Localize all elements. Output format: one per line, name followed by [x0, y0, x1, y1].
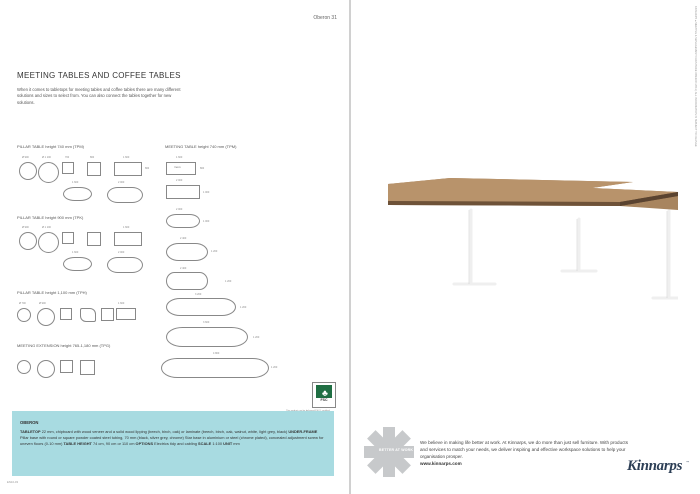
oberon-spec-box	[12, 411, 334, 476]
page-number: Oberon 31	[313, 15, 337, 21]
square-table-diagram	[87, 162, 101, 176]
dim-label: 1 200	[240, 306, 247, 309]
trademark: ™	[686, 460, 689, 464]
right-page	[351, 0, 700, 494]
website-link[interactable]: www.kinnarps.com	[420, 460, 462, 466]
dim-label: 1 200	[225, 280, 232, 283]
section-title-pillar-740: PILLAR TABLE height 740 mm (TPM)	[17, 144, 84, 149]
dim-label: 1 600	[123, 226, 130, 229]
dim-label: 800	[90, 156, 95, 159]
vertical-sidebar-text: KINNARPS ● MEETING & MANAGEMENT FURNITURE OBERON 2011 | ALL INFORMATION IS SUBJECT TO CHANGE	[694, 6, 697, 147]
rect-table-diagram	[166, 162, 196, 175]
square-table-diagram	[80, 360, 95, 375]
dim-label: 2 000	[176, 179, 183, 182]
round-table-diagram	[38, 232, 59, 253]
dim-label: 2 000	[176, 208, 183, 211]
round-table-diagram	[19, 162, 37, 180]
page-heading: MEETING TABLES AND COFFEE TABLES	[17, 71, 181, 80]
round-table-diagram	[19, 232, 37, 250]
dim-label: 1 000	[203, 191, 210, 194]
dim-label: 1 200	[211, 250, 218, 253]
segmented-table-diagram	[166, 327, 248, 347]
spec-text: TABLETOP 22 mm, chipboard with wood veneer and a solid wood lipping (beech, birch, oak) or laminate (beech, birch, oak, walnut, white, light grey, black) UNDER-FRAME Pillar base with round or square powder coated steel tubing, 70 mm (black, silver grey, chrome) Star base in aluminium or steel (chrome plated), concealed adjustment screw for uneven floors (0-10 mm) TABLE HEIGHT 74 cm, 90 cm or 110 cm OPTIONS Electrics tidy and cabling SCALE 1:100 UNIT mm	[20, 429, 324, 446]
claim-text: We believe in making life better at work. At Kinnarps, we do more than just sell furniture. With products and services to match your needs, we deliver inspiring and effective workspace solutions to help your organisation prosper. www.kinnarps.com	[420, 440, 629, 466]
dim-label: 1 600	[72, 181, 79, 184]
dim-label: 1 600	[72, 251, 79, 254]
spec-title: OBERON	[20, 420, 39, 425]
section-title-pillar-900: PILLAR TABLE height 900 mm (TPK)	[17, 215, 84, 220]
dim-label: Ø 700	[19, 302, 26, 305]
dim-label: 4 800	[213, 352, 220, 355]
rect-table-diagram	[116, 308, 136, 320]
round-table-diagram	[17, 308, 31, 322]
dim-label: Ø 900	[39, 302, 46, 305]
dim-label: 1 000	[203, 220, 210, 223]
better-at-work-badge	[364, 427, 414, 477]
left-page	[0, 0, 349, 494]
dim-label: 2 400	[180, 237, 187, 240]
dim-label: 800	[200, 167, 205, 170]
dim-label: 2 000	[118, 181, 125, 184]
oval-table-diagram	[166, 214, 200, 228]
round-table-diagram	[37, 308, 55, 326]
dim-label: 1 600	[118, 302, 125, 305]
section-title-meeting-table: MEETING TABLE height 740 mm (TPM)	[165, 144, 237, 149]
oval-table-diagram	[166, 272, 208, 290]
dim-label: Ø 1 100	[42, 156, 51, 159]
dim-label: 2 000	[118, 251, 125, 254]
dim-label: 2 400	[180, 267, 187, 270]
square-table-diagram	[62, 162, 74, 174]
oval-table-diagram	[107, 187, 143, 203]
fsc-logo	[312, 382, 336, 408]
oval-table-diagram	[166, 243, 208, 261]
dim-label: 1 600	[176, 156, 183, 159]
dim-label: 1 200	[253, 336, 260, 339]
segmented-table-diagram	[161, 358, 269, 378]
square-table-diagram	[62, 232, 74, 244]
dim-label: Ø 900	[22, 156, 29, 159]
dim-label: 1 600	[123, 156, 130, 159]
square-table-diagram	[87, 232, 101, 246]
round-table-diagram	[17, 360, 31, 374]
oval-table-diagram	[63, 187, 92, 201]
tree-icon: ♣	[322, 388, 328, 398]
section-title-pillar-1100: PILLAR TABLE height 1,100 mm (TPH)	[17, 290, 87, 295]
dim-label: 800	[145, 167, 150, 170]
segmented-table-diagram	[166, 298, 236, 316]
square-table-diagram	[60, 308, 72, 320]
footer-code: EN10-03	[7, 480, 19, 484]
soft-square-table-diagram	[80, 308, 96, 322]
oval-table-diagram	[107, 257, 143, 273]
square-table-diagram	[101, 308, 114, 321]
desk-photo	[388, 178, 678, 308]
dim-label: Ø 900	[22, 226, 29, 229]
dim-label: Ø 1 100	[42, 226, 51, 229]
rect-table-diagram	[166, 185, 200, 199]
fsc-mark: FSC	[320, 398, 328, 402]
intro-text: When it comes to tabletops for meeting tables and coffee tables there are many different solutions and sizes to select from. You can also connect the tables together for new solutions.	[17, 87, 181, 105]
section-title-meeting-extension: MEETING EXTENSION height 765-1,180 mm (TPG)	[17, 343, 111, 348]
round-table-diagram	[37, 360, 55, 378]
square-table-diagram	[60, 360, 73, 373]
rect-table-diagram	[114, 162, 142, 176]
model-code: TM870	[174, 167, 181, 169]
badge-label: BETTER AT WORK	[379, 448, 414, 452]
rect-table-diagram	[114, 232, 142, 246]
dim-label: 3 200	[195, 293, 202, 296]
dim-label: 700	[65, 156, 70, 159]
dim-label: 3 600	[203, 321, 210, 324]
round-table-diagram	[38, 162, 59, 183]
oval-table-diagram	[63, 257, 92, 271]
dim-label: 1 200	[271, 366, 278, 369]
kinnarps-logo: Kinnarps	[627, 458, 683, 474]
